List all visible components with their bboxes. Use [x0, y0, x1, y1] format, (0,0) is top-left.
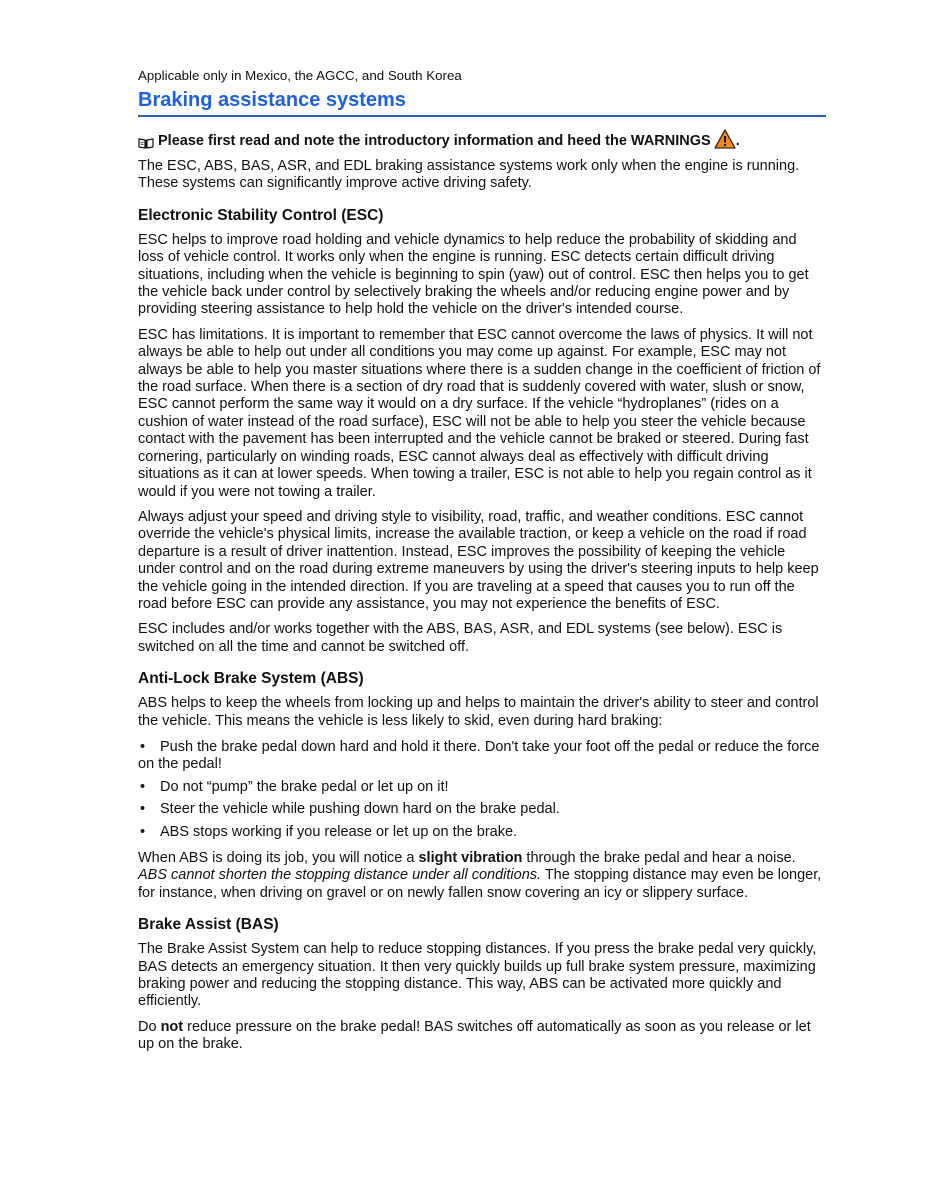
bullet-text: ABS stops working if you release or let up on the brake. — [160, 823, 518, 840]
bullet-marker: • — [140, 778, 146, 795]
abs-p2-text-b: through the brake pedal and hear a noise. — [522, 850, 796, 866]
bullet-marker: • — [140, 738, 146, 755]
esc-heading: Electronic Stability Control (ESC) — [138, 206, 384, 224]
bullet-marker: • — [140, 801, 146, 818]
bas-p2-bold: not — [160, 1018, 184, 1035]
abs-p2-text-a: When ABS is doing its job, you will notice a — [138, 850, 419, 866]
abs-heading: Anti-Lock Brake System (ABS) — [138, 670, 364, 688]
list-item — [138, 801, 826, 818]
applicability-note: Applicable only in Mexico, the AGCC, and South Korea — [138, 68, 462, 83]
notice-period: . — [735, 133, 740, 149]
abs-bullet-list — [138, 739, 826, 841]
esc-paragraph-1: ESC helps to improve road holding and vehicle dynamics to help reduce the probability of skidding and loss of vehicle control. It works only when the engine is running. ESC detects certain difficult driving situations, including when the vehicle is beginning to spin (yaw) out of control. ESC then helps you to get the vehicle back under control by selectively braking the wheels and/or reducing engine power and by providing steering assistance to help hold the vehicle on the driver's intended course. — [138, 231, 809, 318]
bas-p2-text-b: reduce pressure on the brake pedal! BAS switches off automatically as soon as you release or let up on the brake. — [138, 1018, 811, 1053]
bas-paragraph-1: The Brake Assist System can help to reduce stopping distances. If you press the brake pedal very quickly, BAS detects an emergency situation. It then very quickly builds up full brake system pressure, maximizing braking power and reducing the stopping distance. This way, ABS can be activated more quickly and efficiently. — [138, 941, 817, 1010]
bullet-marker: • — [140, 823, 146, 840]
notice-text: Please first read and note the introductory information and heed the WARNINGS — [158, 133, 711, 149]
abs-paragraph-2 — [138, 850, 826, 902]
read-first-notice — [138, 131, 826, 151]
page-title: Braking assistance systems — [138, 87, 826, 117]
list-item — [138, 779, 826, 796]
abs-paragraph-1: ABS helps to keep the wheels from locking up and helps to maintain the driver's ability to steer and control the vehicle. This means the vehicle is less likely to skid, even during hard braking: — [138, 695, 819, 729]
abs-p2-bold: slight vibration — [418, 850, 523, 866]
list-item — [138, 739, 826, 774]
bas-paragraph-2 — [138, 1019, 826, 1054]
bullet-text: Do not “pump” the brake pedal or let up on it! — [160, 778, 449, 795]
bas-p2-text-a: Do — [138, 1018, 161, 1035]
open-book-icon — [138, 135, 154, 147]
esc-paragraph-2: ESC has limitations. It is important to remember that ESC cannot overcome the laws of physics. It will not always be able to help out under all conditions you may come up against. For example, ESC may not always be able to help you master situations where there is a sudden change in the coefficient of friction of the road surface. When there is a section of dry road that is suddenly covered with water, slush or snow, ESC cannot perform the same way it would on a dry surface. If the vehicle “hydroplanes” (rides on a cushion of water instead of the road surface), ESC will not be able to help you steer the vehicle because contact with the pavement has been interrupted and the vehicle cannot be braked or steered. During fast cornering, particularly on winding roads, ESC cannot always deal as effectively with difficult driving situations as it can at lower speeds. When towing a trailer, ESC is not able to help you regain control as it would if you were not towing a trailer. — [138, 326, 821, 500]
intro-paragraph: The ESC, ABS, BAS, ASR, and EDL braking assistance systems work only when the engine is running. These systems can significantly improve active driving safety. — [138, 158, 800, 192]
document-page — [138, 66, 826, 1054]
bullet-text: Steer the vehicle while pushing down hard on the brake pedal. — [160, 801, 560, 818]
list-item — [138, 824, 826, 841]
bas-heading: Brake Assist (BAS) — [138, 916, 279, 934]
abs-p2-italic: ABS cannot shorten the stopping distance under all conditions. — [138, 867, 542, 884]
bullet-text: Push the brake pedal down hard and hold it there. Don't take your foot off the pedal or reduce the force on the pedal! — [138, 738, 820, 773]
abs-p2-text-c: The stopping distance may even be longer, for instance, when driving on gravel or on newly fallen snow covering an icy or slippery surface. — [138, 867, 822, 901]
warning-triangle-icon — [714, 129, 736, 149]
esc-paragraph-3: Always adjust your speed and driving style to visibility, road, traffic, and weather conditions. ESC cannot override the vehicle's physical limits, increase the available traction, or keep a vehicle on the road if road departure is a result of driver inattention. Instead, ESC improves the possibility of keeping the vehicle under control and on the road during extreme maneuvers by using the driver's steering inputs to help keep the vehicle going in the intended direction. If you are traveling at a speed that causes you to run off the road before ESC can provide any assistance, you may not experience the benefits of ESC. — [138, 508, 819, 612]
esc-paragraph-4: ESC includes and/or works together with the ABS, BAS, ASR, and EDL systems (see below). ESC is switched on all the time and cannot be switched off. — [138, 621, 783, 655]
